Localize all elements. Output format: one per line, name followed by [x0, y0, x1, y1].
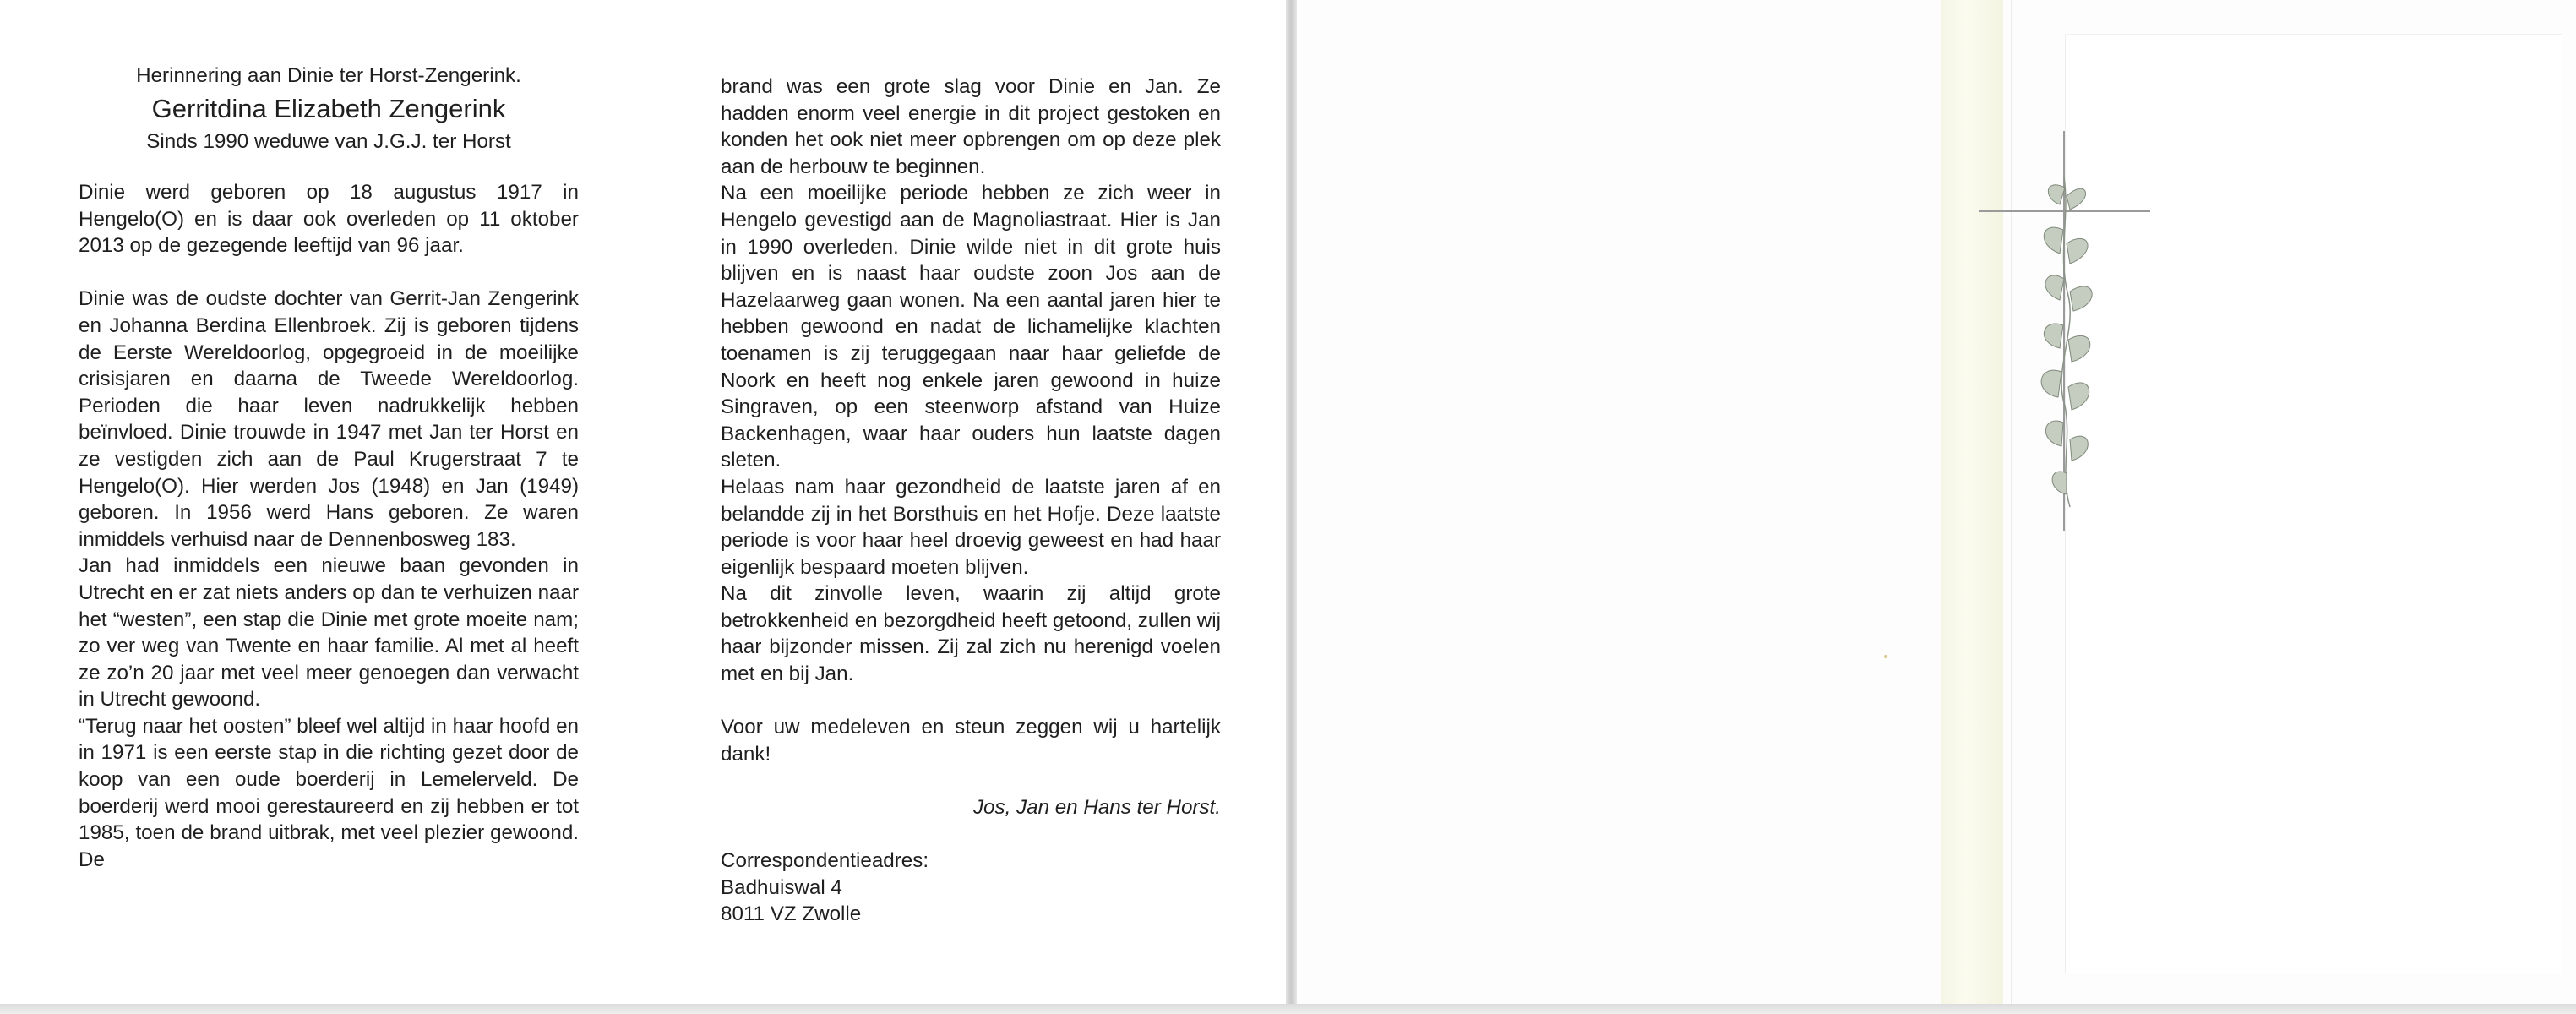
- paper-speck: [1884, 655, 1887, 658]
- inner-left-page: [0, 0, 1286, 1006]
- thanks-paragraph: Voor uw medeleven en steun zeggen wij u hartelijk dank!: [721, 716, 1221, 766]
- biography-paragraph: Dinie was de oudste dochter van Gerrit-Jan Zengerink en Johanna Berdina Ellenbroek. Zij is geboren tijdens de Eerste Wereldoorlog, opgegroeid in de moeilijke crisisjaren en daarna de Tweede Wereldoorlog. Perioden die haar leven nadrukkelijk hebben beïnvloed. Dinie trouwde in 1947 met Jan ter Horst en ze vestigden zich aan de Paul Krugerstraat 7 te Hengelo(O). Hier werden Jos (1948) en Jan (1949) geboren. In 1956 werd Hans geboren. Ze waren inmiddels verhuisd naar de Dennenbosweg 183.: [79, 287, 579, 551]
- biography-paragraph: brand was een grote slag voor Dinie en Jan. Ze hadden enorm veel energie in dit project gestoken en konden het ook niet meer opbrengen om op deze plek aan de herbouw te beginnen.: [721, 75, 1221, 178]
- biography-paragraph: Na dit zinvolle leven, waarin zij altijd grote betrokkenheid en bezorgdheid heeft getoond, zullen wij haar bijzonder missen. Zij zal zich nu herenigd voelen met en bij Jan.: [721, 582, 1221, 686]
- card-header: [79, 61, 579, 157]
- widow-line: Sinds 1990 weduwe van J.G.J. ter Horst: [146, 130, 511, 153]
- deceased-full-name: Gerritdina Elizabeth Zengerink: [151, 94, 506, 123]
- right-text-column: [721, 74, 1221, 928]
- left-text-column: [79, 179, 579, 873]
- correspondence-address: [721, 848, 1221, 928]
- biography-paragraph: “Terug naar het oosten” bleef wel altijd in haar hoofd en in 1971 is een eerste stap in die richting gezet door de koop van een oude boerderij in Lemelerveld. De boerderij werd mooi gerestaureerd en zij hebben er tot 1985, toen de brand uitbrak, met veel plezier gewoond. De: [79, 714, 579, 871]
- biography-paragraph: Helaas nam haar gezondheid de laatste jaren af en belandde zij in het Borsthuis en het Hofje. Deze laatste periode is voor haar heel droevig geweest en had haar eigenlijk bespaard moeten blijven.: [721, 475, 1221, 579]
- scan-bottom-edge: [0, 1004, 2576, 1014]
- biography-paragraph: Jan had inmiddels een nieuwe baan gevonden in Utrecht en er zat niets anders op dan te verhuizen naar het “westen”, een stap die Dinie met grote moeite nam; zo ver weg van Twente en haar familie. Al met al heeft ze zo’n 20 jaar met veel meer genoegen dan verwacht in Utrecht gewoond.: [79, 554, 579, 711]
- vine-icon: [2041, 177, 2092, 507]
- cross-with-vine-icon: [1969, 118, 2171, 541]
- cross-icon: [1979, 131, 2150, 531]
- intro-paragraph: Dinie werd geboren op 18 augustus 1917 in Hengelo(O) en is daar ook overleden op 11 oktober 2013 op de gezegende leeftijd van 96 jaar.: [79, 181, 579, 258]
- address-city: 8011 VZ Zwolle: [721, 902, 862, 926]
- biography-paragraph: Na een moeilijke periode hebben ze zich weer in Hengelo gevestigd aan de Magnoliastraat. Hier is Jan in 1990 overleden. Dinie wilde niet in dit grote huis blijven en is naast haar oudste zoon Jos aan de Hazelaarweg gaan wonen. Na een aantal jaren hier te hebben gewoond en nadat de lichamelijke klachten toenamen is zij teruggegaan naar haar geliefde de Noork en heeft nog enkele jaren gewoond in huize Singraven, op een steenworp afstand van Huize Backenhagen, waar haar ouders hun laatste dagen sleten.: [721, 182, 1221, 472]
- remembrance-line: Herinnering aan Dinie ter Horst-Zengerink.: [136, 64, 521, 87]
- family-signature: Jos, Jan en Hans ter Horst.: [972, 796, 1221, 820]
- address-label: Correspondentieadres:: [721, 849, 929, 873]
- card-fold: [1286, 0, 1297, 1014]
- address-street: Badhuiswal 4: [721, 875, 842, 899]
